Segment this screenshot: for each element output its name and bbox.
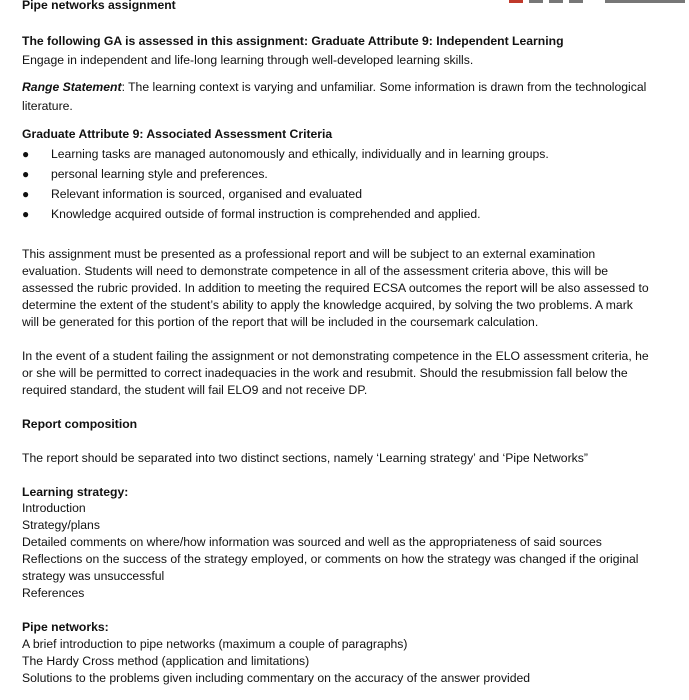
ga-description: Engage in independent and life-long learning through well-developed learning skills.	[22, 53, 474, 67]
list-item: Solutions to the problems given including commentary on the accuracy of the answer provided	[22, 671, 531, 685]
report-composition-heading: Report composition	[22, 417, 138, 431]
range-statement-continued: literature.	[22, 99, 73, 113]
range-statement-text: : The learning context is varying and unfamiliar. Some information is drawn from the technological	[121, 80, 647, 94]
list-item: Introduction	[22, 501, 86, 515]
range-statement-label: Range Statement	[22, 80, 122, 94]
report-composition-text: The report should be separated into two distinct sections, namely ‘Learning strategy’ and ‘Pipe Networks”	[22, 451, 588, 465]
pipe-networks-heading: Pipe networks:	[22, 620, 109, 634]
list-item: The Hardy Cross method (application and limitations)	[22, 654, 310, 668]
bullet-icon: ●	[22, 207, 30, 221]
list-item: Detailed comments on where/how information was sourced and well as the appropriateness of said sources	[22, 535, 602, 549]
list-item: Reflections on the success of the strategy employed, or comments on how the strategy was changed if the original	[22, 552, 639, 566]
bullet-icon: ●	[22, 167, 30, 181]
criteria-heading: Graduate Attribute 9: Associated Assessment Criteria	[22, 127, 333, 141]
ga-heading: The following GA is assessed in this assignment: Graduate Attribute 9: Independent Learning	[22, 34, 564, 48]
university-logo-fragment	[509, 0, 689, 4]
bullet-icon: ●	[22, 147, 30, 161]
list-item: References	[22, 586, 85, 600]
bullet-icon: ●	[22, 187, 30, 201]
range-statement	[22, 79, 646, 95]
list-item: strategy was unsuccessful	[22, 569, 165, 583]
document-title: Pipe networks assignment	[22, 0, 176, 12]
list-item: Strategy/plans	[22, 518, 100, 532]
list-item: A brief introduction to pipe networks (maximum a couple of paragraphs)	[22, 637, 408, 651]
learning-strategy-heading: Learning strategy:	[22, 485, 129, 499]
